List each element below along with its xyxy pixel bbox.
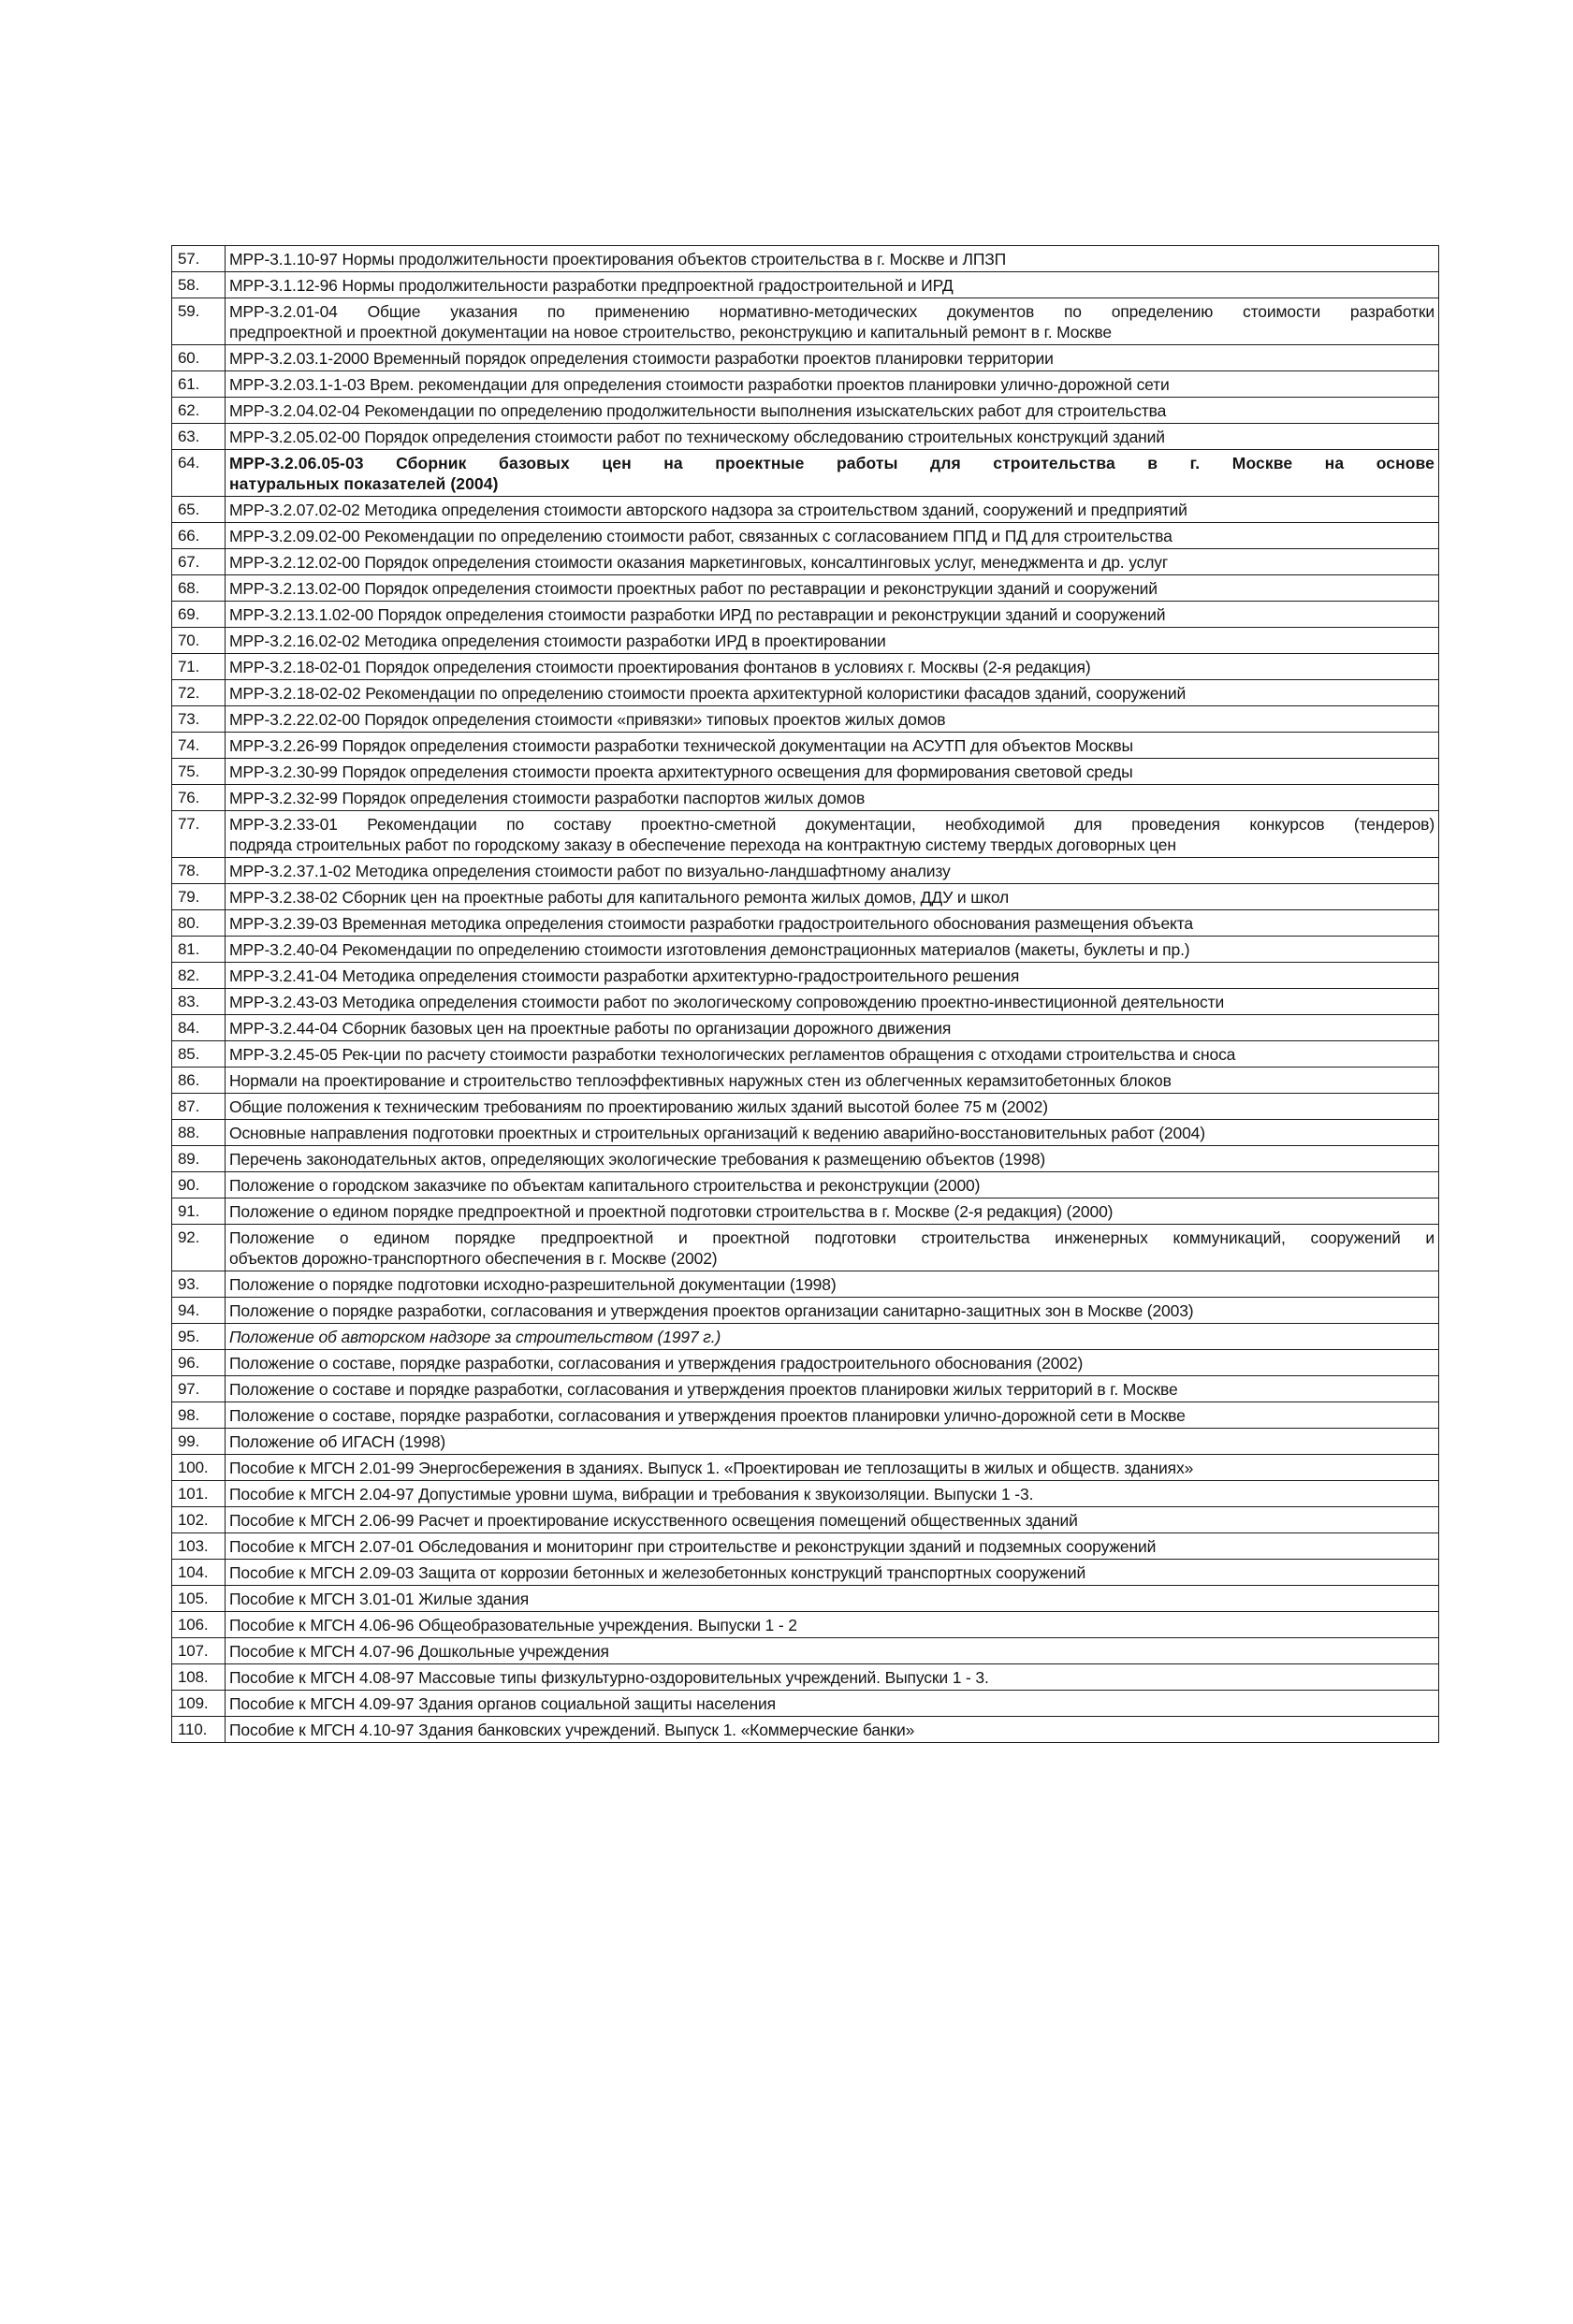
table-row: [172, 654, 1439, 680]
document-title-cell: [226, 628, 1439, 654]
document-title-line: МРР-3.2.26-99 Порядок определения стоимости разработки технической документации на АСУТП для объектов Москвы: [229, 736, 1133, 755]
document-title-cell: [226, 1586, 1439, 1612]
row-number: 68.: [172, 575, 226, 602]
document-title-line: Пособие к МГСН 4.10-97 Здания банковских учреждений. Выпуск 1. «Коммерческие банки»: [229, 1721, 915, 1739]
row-number: 70.: [172, 628, 226, 654]
document-title-cell: [226, 989, 1439, 1015]
table-row: [172, 811, 1439, 858]
document-title-cell: [226, 246, 1439, 272]
row-number: 92.: [172, 1225, 226, 1271]
document-title-line: Пособие к МГСН 2.09-03 Защита от коррозии бетонных и железобетонных конструкций транспортных сооружений: [229, 1563, 1086, 1582]
row-number: 72.: [172, 680, 226, 706]
table-row: [172, 424, 1439, 450]
table-row: [172, 1146, 1439, 1172]
table-row: [172, 1612, 1439, 1638]
document-title-cell: [226, 497, 1439, 523]
document-title-line: Положение о составе, порядке разработки, согласования и утверждения проектов планировки улично-дорожной сети в Москве: [229, 1406, 1186, 1425]
document-title-line: Положение об авторском надзоре за строительством (1997 г.): [229, 1328, 721, 1346]
table-row: [172, 602, 1439, 628]
document-title-line: Положение о городском заказчике по объектам капитального строительства и реконструкции (2000): [229, 1176, 981, 1195]
row-number: 81.: [172, 937, 226, 963]
document-title-line: МРР-3.2.13.02-00 Порядок определения стоимости проектных работ по реставрации и реконструкции зданий и сооружений: [229, 579, 1158, 598]
row-number: 94.: [172, 1298, 226, 1324]
document-page: [171, 245, 1439, 1743]
document-title-line: МРР-3.2.05.02-00 Порядок определения стоимости работ по техническому обследованию строительных конструкций зданий: [229, 428, 1165, 446]
document-title-cell: [226, 1120, 1439, 1146]
table-row: [172, 1271, 1439, 1298]
document-title-line: МРР-3.2.22.02-00 Порядок определения стоимости «привязки» типовых проектов жилых домов: [229, 710, 946, 729]
document-title-cell: [226, 1481, 1439, 1507]
document-title-line: Пособие к МГСН 2.06-99 Расчет и проектирование искусственного освещения помещений общественных зданий: [229, 1511, 1078, 1530]
document-title-cell: [226, 1429, 1439, 1455]
row-number: 66.: [172, 523, 226, 549]
document-title-line: МРР-3.2.18-02-01 Порядок определения стоимости проектирования фонтанов в условиях г. Москвы (2-я редакция): [229, 658, 1091, 676]
document-title-line: Пособие к МГСН 4.07-96 Дошкольные учреждения: [229, 1642, 609, 1661]
table-row: [172, 759, 1439, 785]
document-title-line: МРР-3.2.32-99 Порядок определения стоимости разработки паспортов жилых домов: [229, 789, 866, 807]
document-title-cell: [226, 424, 1439, 450]
row-number: 67.: [172, 549, 226, 575]
document-title-cell: [226, 1198, 1439, 1225]
row-number: 105.: [172, 1586, 226, 1612]
row-number: 109.: [172, 1691, 226, 1717]
document-title-line: МРР-3.2.09.02-00 Рекомендации по определению стоимости работ, связанных с согласованием ППД и ПД для строительства: [229, 527, 1172, 545]
document-title-cell: [226, 706, 1439, 733]
row-number: 82.: [172, 963, 226, 989]
document-title-line: Основные направления подготовки проектных и строительных организаций к ведению аварийно-восстановительных работ (2004): [229, 1124, 1205, 1142]
document-title-cell: [226, 1015, 1439, 1041]
document-title-line: Пособие к МГСН 2.01-99 Энергосбережения в зданиях. Выпуск 1. «Проектирован ие теплозащиты в жилых и обществ. зданиях»: [229, 1459, 1194, 1477]
document-title-cell: [226, 1664, 1439, 1691]
table-row: [172, 884, 1439, 910]
document-title-line: МРР-3.2.04.02-04 Рекомендации по определению продолжительности выполнения изыскательских работ для строительства: [229, 401, 1167, 420]
table-row: [172, 549, 1439, 575]
table-row: [172, 858, 1439, 884]
document-title-line: МРР-3.2.03.1-1-03 Врем. рекомендации для определения стоимости разработки проектов планировки улично-дорожной сети: [229, 375, 1170, 394]
document-title-line: МРР-3.2.07.02-02 Методика определения стоимости авторского надзора за строительством зданий, сооружений и предприятий: [229, 501, 1187, 519]
table-row: [172, 1350, 1439, 1376]
document-title-line: натуральных показателей (2004): [229, 474, 499, 493]
document-title-cell: [226, 785, 1439, 811]
row-number: 80.: [172, 910, 226, 937]
document-title-line: Перечень законодательных актов, определяющих экологические требования к размещению объектов (1998): [229, 1150, 1046, 1169]
row-number: 63.: [172, 424, 226, 450]
document-title-cell: [226, 272, 1439, 298]
row-number: 96.: [172, 1350, 226, 1376]
document-title-cell: [226, 759, 1439, 785]
row-number: 78.: [172, 858, 226, 884]
document-title-line: МРР-3.2.13.1.02-00 Порядок определения стоимости разработки ИРД по реставрации и реконструкции зданий и сооружений: [229, 605, 1166, 624]
row-number: 85.: [172, 1041, 226, 1068]
document-title-cell: [226, 1638, 1439, 1664]
document-title-line: Положение о едином порядке предпроектной и проектной подготовки строительства в г. Москве (2-я редакция) (2000): [229, 1202, 1114, 1221]
table-row: [172, 345, 1439, 371]
document-title-line: Пособие к МГСН 4.06-96 Общеобразовательные учреждения. Выпуски 1 - 2: [229, 1616, 797, 1634]
document-title-line: МРР-3.2.41-04 Методика определения стоимости разработки архитектурно-градостроительного решения: [229, 966, 1020, 985]
table-row: [172, 680, 1439, 706]
row-number: 65.: [172, 497, 226, 523]
row-number: 104.: [172, 1560, 226, 1586]
table-row: [172, 963, 1439, 989]
document-title-cell: [226, 884, 1439, 910]
table-row: [172, 1586, 1439, 1612]
document-title-line: МРР-3.2.18-02-02 Рекомендации по определению стоимости проекта архитектурной колористики фасадов зданий, сооружений: [229, 684, 1187, 703]
table-row: [172, 706, 1439, 733]
document-title-line: Пособие к МГСН 2.04-97 Допустимые уровни шума, вибрации и требования к звукоизоляции. Выпуски 1 -3.: [229, 1485, 1034, 1503]
table-row: [172, 785, 1439, 811]
table-row: [172, 989, 1439, 1015]
row-number: 79.: [172, 884, 226, 910]
row-number: 64.: [172, 450, 226, 497]
document-title-cell: [226, 811, 1439, 858]
table-row: [172, 1429, 1439, 1455]
document-title-cell: [226, 963, 1439, 989]
table-row: [172, 398, 1439, 424]
documents-table-body: [172, 246, 1439, 1743]
table-row: [172, 1094, 1439, 1120]
table-row: [172, 733, 1439, 759]
document-title-line: Положение о составе, порядке разработки, согласования и утверждения градостроительного обоснования (2002): [229, 1354, 1084, 1373]
row-number: 100.: [172, 1455, 226, 1481]
row-number: 106.: [172, 1612, 226, 1638]
table-row: [172, 1172, 1439, 1198]
document-title-line: МРР-3.1.10-97 Нормы продолжительности проектирования объектов строительства в г. Москве и ЛПЗП: [229, 250, 1007, 269]
document-title-line: МРР-3.2.40-04 Рекомендации по определению стоимости изготовления демонстрационных материалов (макеты, буклеты и пр.): [229, 940, 1190, 959]
row-number: 110.: [172, 1717, 226, 1743]
row-number: 77.: [172, 811, 226, 858]
document-title-cell: [226, 1172, 1439, 1198]
document-title-line: объектов дорожно-транспортного обеспечения в г. Москве (2002): [229, 1249, 718, 1268]
table-row: [172, 1638, 1439, 1664]
document-title-line: МРР-3.2.38-02 Сборник цен на проектные работы для капитального ремонта жилых домов, ДДУ и школ: [229, 888, 1010, 907]
document-title-cell: [226, 654, 1439, 680]
table-row: [172, 910, 1439, 937]
row-number: 86.: [172, 1068, 226, 1094]
document-title-line: Положение о порядке разработки, согласования и утверждения проектов организации санитарно-защитных зон в Москве (2003): [229, 1301, 1194, 1320]
document-title-cell: [226, 345, 1439, 371]
table-row: [172, 1120, 1439, 1146]
document-title-line: МРР-3.2.44-04 Сборник базовых цен на проектные работы по организации дорожного движения: [229, 1019, 952, 1038]
table-row: [172, 937, 1439, 963]
document-title-line: Пособие к МГСН 4.08-97 Массовые типы физкультурно-оздоровительных учреждений. Выпуски 1 - 3.: [229, 1668, 989, 1687]
row-number: 74.: [172, 733, 226, 759]
row-number: 75.: [172, 759, 226, 785]
document-title-cell: [226, 1094, 1439, 1120]
document-title-line: МРР-3.2.01-04 Общие указания по применению нормативно-методических документов по определению стоимости разработки: [229, 302, 1435, 321]
document-title-line: Положение об ИГАСН (1998): [229, 1432, 446, 1451]
document-title-cell: [226, 523, 1439, 549]
row-number: 84.: [172, 1015, 226, 1041]
document-title-line: предпроектной и проектной документации на новое строительство, реконструкцию и капитальный ремонт в г. Москве: [229, 323, 1112, 341]
table-row: [172, 1015, 1439, 1041]
document-title-line: МРР-3.2.37.1-02 Методика определения стоимости работ по визуально-ландшафтному анализу: [229, 862, 951, 880]
table-row: [172, 298, 1439, 345]
table-row: [172, 1198, 1439, 1225]
row-number: 76.: [172, 785, 226, 811]
document-title-cell: [226, 1350, 1439, 1376]
documents-table: [171, 245, 1439, 1743]
document-title-line: МРР-3.2.03.1-2000 Временный порядок определения стоимости разработки проектов планировки территории: [229, 349, 1054, 368]
table-row: [172, 246, 1439, 272]
document-title-cell: [226, 937, 1439, 963]
row-number: 102.: [172, 1507, 226, 1533]
row-number: 69.: [172, 602, 226, 628]
row-number: 98.: [172, 1402, 226, 1429]
row-number: 93.: [172, 1271, 226, 1298]
table-row: [172, 1664, 1439, 1691]
row-number: 107.: [172, 1638, 226, 1664]
document-title-cell: [226, 1717, 1439, 1743]
document-title-cell: [226, 1376, 1439, 1402]
document-title-cell: [226, 1225, 1439, 1271]
document-title-line: Пособие к МГСН 2.07-01 Обследования и мониторинг при строительстве и реконструкции зданий и подземных сооружений: [229, 1537, 1157, 1556]
table-row: [172, 1717, 1439, 1743]
document-title-cell: [226, 602, 1439, 628]
table-row: [172, 1068, 1439, 1094]
row-number: 99.: [172, 1429, 226, 1455]
document-title-line: МРР-3.1.12-96 Нормы продолжительности разработки предпроектной градостроительной и ИРД: [229, 276, 954, 295]
row-number: 91.: [172, 1198, 226, 1225]
document-title-line: Общие положения к техническим требованиям по проектированию жилых зданий высотой более 75 м (2002): [229, 1097, 1048, 1116]
row-number: 57.: [172, 246, 226, 272]
document-title-line: МРР-3.2.06.05-03 Сборник базовых цен на проектные работы для строительства в г. Москве на основе: [229, 454, 1435, 472]
document-title-line: МРР-3.2.33-01 Рекомендации по составу проектно-сметной документации, необходимой для проведения конкурсов (тендеров): [229, 815, 1435, 834]
table-row: [172, 1324, 1439, 1350]
table-row: [172, 1298, 1439, 1324]
document-title-cell: [226, 450, 1439, 497]
row-number: 88.: [172, 1120, 226, 1146]
document-title-cell: [226, 733, 1439, 759]
document-title-cell: [226, 1041, 1439, 1068]
document-title-cell: [226, 1068, 1439, 1094]
table-row: [172, 1225, 1439, 1271]
row-number: 87.: [172, 1094, 226, 1120]
row-number: 60.: [172, 345, 226, 371]
table-row: [172, 1455, 1439, 1481]
table-row: [172, 450, 1439, 497]
document-title-cell: [226, 1612, 1439, 1638]
document-title-cell: [226, 910, 1439, 937]
document-title-cell: [226, 1298, 1439, 1324]
row-number: 101.: [172, 1481, 226, 1507]
document-title-cell: [226, 680, 1439, 706]
document-title-line: Нормали на проектирование и строительство теплоэффективных наружных стен из облегченных керамзитобетонных блоков: [229, 1071, 1172, 1090]
document-title-line: Пособие к МГСН 3.01-01 Жилые здания: [229, 1590, 530, 1608]
document-title-line: МРР-3.2.12.02-00 Порядок определения стоимости оказания маркетинговых, консалтинговых услуг, менеджмента и др. услуг: [229, 553, 1169, 572]
table-row: [172, 1691, 1439, 1717]
table-row: [172, 1041, 1439, 1068]
document-title-cell: [226, 371, 1439, 398]
document-title-line: Положение о составе и порядке разработки, согласования и утверждения проектов планировки жилых территорий в г. Москве: [229, 1380, 1178, 1399]
document-title-cell: [226, 1402, 1439, 1429]
table-row: [172, 1481, 1439, 1507]
row-number: 71.: [172, 654, 226, 680]
row-number: 108.: [172, 1664, 226, 1691]
table-row: [172, 1402, 1439, 1429]
table-row: [172, 371, 1439, 398]
document-title-cell: [226, 1691, 1439, 1717]
document-title-cell: [226, 1271, 1439, 1298]
document-title-cell: [226, 398, 1439, 424]
document-title-line: Положение о едином порядке предпроектной и проектной подготовки строительства инженерных коммуникаций, сооружений и: [229, 1228, 1435, 1247]
row-number: 90.: [172, 1172, 226, 1198]
row-number: 59.: [172, 298, 226, 345]
document-title-cell: [226, 1560, 1439, 1586]
document-title-cell: [226, 858, 1439, 884]
document-title-cell: [226, 298, 1439, 345]
document-title-line: МРР-3.2.30-99 Порядок определения стоимости проекта архитектурного освещения для формирования световой среды: [229, 763, 1133, 781]
document-title-cell: [226, 549, 1439, 575]
document-title-line: МРР-3.2.45-05 Рек-ции по расчету стоимости разработки технологических регламентов обращения с отходами строительства и сноса: [229, 1045, 1236, 1064]
document-title-cell: [226, 1507, 1439, 1533]
row-number: 89.: [172, 1146, 226, 1172]
document-title-line: подряда строительных работ по городскому заказу в обеспечение перехода на контрактную систему твердых договорных цен: [229, 835, 1176, 854]
table-row: [172, 1533, 1439, 1560]
row-number: 61.: [172, 371, 226, 398]
row-number: 58.: [172, 272, 226, 298]
table-row: [172, 1560, 1439, 1586]
table-row: [172, 497, 1439, 523]
table-row: [172, 575, 1439, 602]
document-title-cell: [226, 1324, 1439, 1350]
table-row: [172, 272, 1439, 298]
table-row: [172, 628, 1439, 654]
document-title-cell: [226, 1533, 1439, 1560]
table-row: [172, 523, 1439, 549]
row-number: 83.: [172, 989, 226, 1015]
table-row: [172, 1376, 1439, 1402]
document-title-line: МРР-3.2.39-03 Временная методика определения стоимости разработки градостроительного обоснования размещения объекта: [229, 914, 1193, 933]
document-title-line: Положение о порядке подготовки исходно-разрешительной документации (1998): [229, 1275, 837, 1294]
row-number: 62.: [172, 398, 226, 424]
document-title-cell: [226, 1455, 1439, 1481]
document-title-line: МРР-3.2.43-03 Методика определения стоимости работ по экологическому сопровождению проектно-инвестиционной деятельности: [229, 993, 1225, 1011]
document-title-line: Пособие к МГСН 4.09-97 Здания органов социальной защиты населения: [229, 1694, 776, 1713]
table-row: [172, 1507, 1439, 1533]
row-number: 73.: [172, 706, 226, 733]
document-title-cell: [226, 575, 1439, 602]
document-title-line: МРР-3.2.16.02-02 Методика определения стоимости разработки ИРД в проектировании: [229, 632, 886, 650]
row-number: 103.: [172, 1533, 226, 1560]
document-title-cell: [226, 1146, 1439, 1172]
row-number: 95.: [172, 1324, 226, 1350]
row-number: 97.: [172, 1376, 226, 1402]
